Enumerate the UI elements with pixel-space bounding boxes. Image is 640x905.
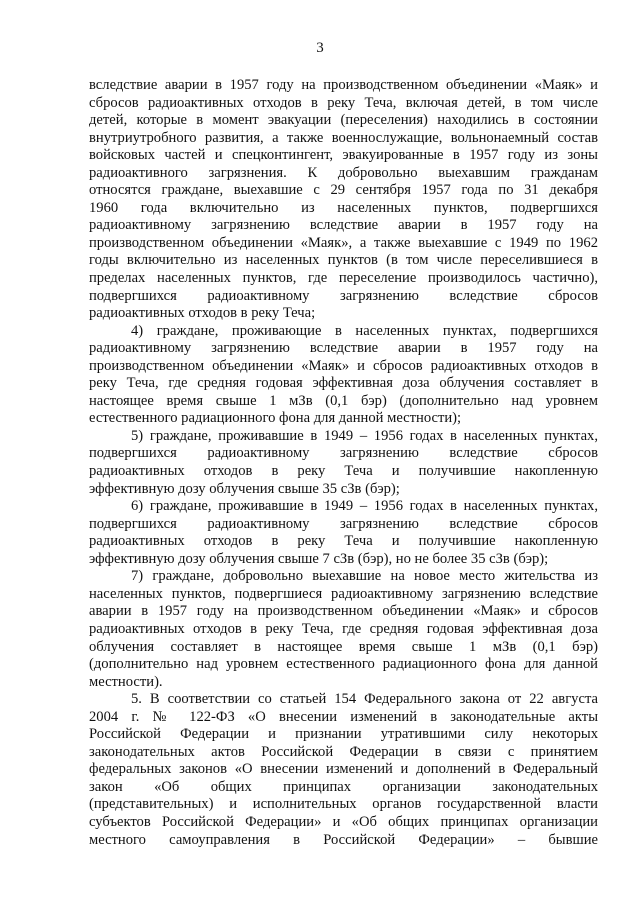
text-line: подвергшихся радиоактивному загрязнению вследствие сбросов [89,515,598,532]
body-text [89,77,598,849]
text-line: облучения составляет в настоящее время свыше 1 мЗв (0,1 бэр) [89,638,598,655]
text-line: радиоактивных отходов в реку Теча; [89,305,316,322]
text-line: (дополнительно над уровнем естественного радиационного фона для данной [89,656,598,673]
text-line: радиоактивных отходов в реку Теча, где средняя годовая эффективная доза [89,620,598,637]
text-line: реку Теча, где средняя годовая эффективная доза облучения составляет в [89,375,598,392]
text-line: 2004 г. № 122-ФЗ «О внесении изменений в законодательные акты [89,708,598,725]
text-line: сбросов радиоактивных отходов в реку Теча, включая детей, в том числе [89,94,598,111]
text-line: федеральных законов «О внесении изменений и дополнений в Федеральный [89,761,598,778]
text-line: радиоактивных отходов в реку Теча и получившие накопленную [89,463,598,480]
text-line: пределах населенных пунктов, где переселение производилось частично), [89,270,598,287]
text-line: 6) граждане, проживавшие в 1949 – 1956 годах в населенных пунктах, [131,498,598,515]
text-line: 7) граждане, добровольно выехавшие на новое место жительства из [131,568,598,585]
text-line: закон «Об общих принципах организации законодательных [89,778,598,795]
text-line: радиоактивных отходов в реку Теча и получившие накопленную [89,533,598,550]
text-line: относятся граждане, выехавшие с 29 сентября 1957 года по 31 декабря [89,182,598,199]
text-line: 4) граждане, проживающие в населенных пунктах, подвергшихся [131,322,598,339]
text-line: законодательных актов Российской Федерации в связи с принятием [89,743,598,760]
text-line: естественного радиационного фона для данной местности); [89,410,462,427]
text-line: радиоактивному загрязнению вследствие аварии в 1957 году на [89,217,598,234]
text-line: производственном объединении «Маяк», а также выехавшие с 1949 по 1962 [89,234,598,251]
text-line: войсковых частей и спецконтингент, эвакуированные в 1957 году из зоны [89,147,598,164]
text-line: настоящее время свыше 1 мЗв (0,1 бэр) (дополнительно над уровнем [89,392,598,409]
text-line: 5. В соответствии со статьей 154 Федерального закона от 22 августа [131,691,598,708]
text-line: эффективную дозу облучения свыше 35 сЗв (бэр); [89,480,400,497]
text-line: годы включительно из населенных пунктов (в том числе переселившиеся в [89,252,598,269]
text-line: Российской Федерации и признании утратившими силу некоторых [89,726,598,743]
text-line: (представительных) и исполнительных органов государственной власти [89,796,598,813]
text-line: эффективную дозу облучения свыше 7 сЗв (бэр), но не более 35 сЗв (бэр); [89,550,549,567]
text-line: вследствие аварии в 1957 году на производственном объединении «Маяк» и [89,77,598,93]
text-line: радиоактивного загрязнения. К добровольно выехавшим гражданам [89,164,598,181]
page-number: 3 [316,40,324,56]
text-line: субъектов Российской Федерации» и «Об общих принципах организации [89,813,598,830]
text-line: населенных пунктов, подвергшиеся радиоактивному загрязнению вследствие [89,585,598,602]
text-line: детей, которые в момент эвакуации (переселения) находились в состоянии [89,112,598,129]
text-line: местного самоуправления в Российской Федерации» – бывшие [89,831,598,848]
text-line: производственном объединении «Маяк» и сбросов радиоактивных отходов в [89,357,598,374]
text-line: 5) граждане, проживавшие в 1949 – 1956 годах в населенных пунктах, [131,427,598,444]
text-line: радиоактивному загрязнению вследствие аварии в 1957 году на [89,340,598,357]
text-line: 1960 года включительно из населенных пунктов, подвергшихся [89,199,598,216]
text-line: подвергшихся радиоактивному загрязнению вследствие сбросов [89,287,598,304]
text-line: подвергшихся радиоактивному загрязнению вследствие сбросов [89,445,598,462]
text-line: внутриутробного развития, а также военнослужащие, вольнонаемный состав [89,129,598,146]
text-line: местности). [89,673,163,690]
text-line: аварии в 1957 году на производственном объединении «Маяк» и сбросов [89,603,598,620]
